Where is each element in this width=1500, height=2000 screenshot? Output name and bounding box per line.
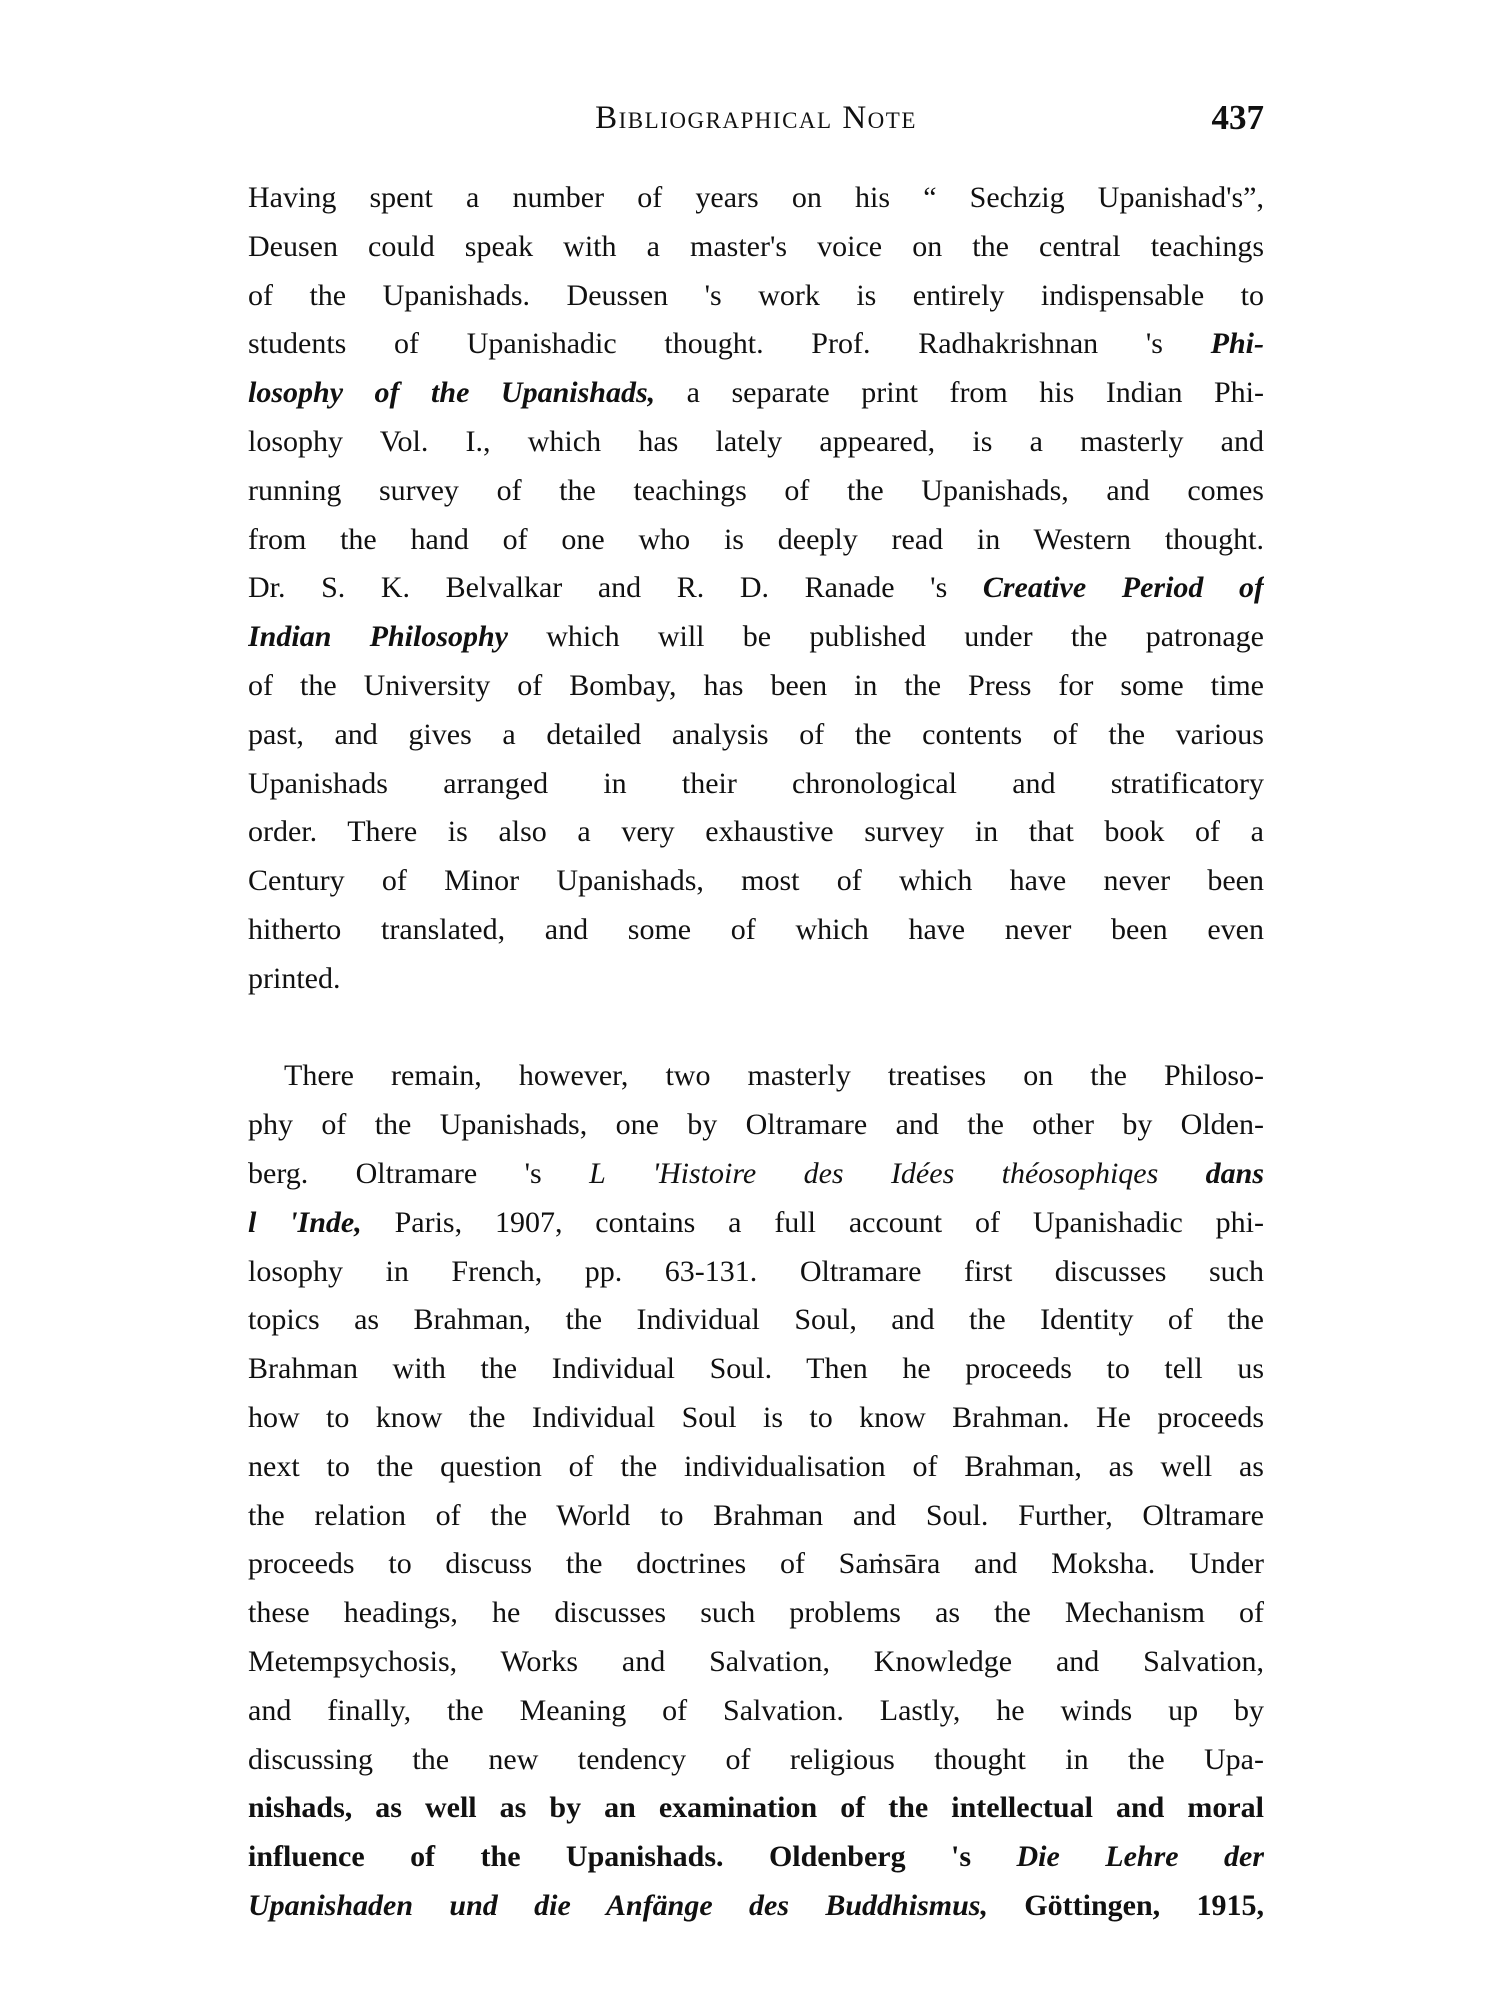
text-line: printed. bbox=[248, 961, 341, 995]
text-line: running survey of the teachings of the Upanishads, and comes bbox=[248, 473, 1264, 507]
text-line: Upanishads arranged in their chronological and stratificatory bbox=[248, 766, 1264, 800]
text-line: hitherto translated, and some of which have never been even bbox=[248, 912, 1264, 946]
text-line: Century of Minor Upanishads, most of which have never been bbox=[248, 864, 1264, 898]
text-line: order. There is also a very exhaustive survey in that book of a bbox=[248, 815, 1264, 849]
text-line: the relation of the World to Brahman and Soul. Further, Oltramare bbox=[248, 1498, 1264, 1532]
text-line: how to know the Individual Soul is to know Brahman. He proceeds bbox=[248, 1400, 1264, 1434]
paragraph-1 bbox=[248, 174, 1264, 1004]
text-line: losophy in French, pp. 63-131. Oltramare first discusses such bbox=[248, 1254, 1264, 1288]
text-line: and finally, the Meaning of Salvation. Lastly, he winds up by bbox=[248, 1693, 1264, 1727]
paragraph-2 bbox=[248, 1052, 1264, 1930]
text-line bbox=[248, 1882, 1264, 1931]
text-line: nishads, as well as by an examination of the intellectual and moral bbox=[248, 1791, 1264, 1825]
text-line: past, and gives a detailed analysis of the contents of the various bbox=[248, 717, 1264, 751]
text-run: influence of the Upanishads. Oldenberg 's bbox=[248, 1840, 972, 1874]
book-title-fragment: losophy of the Upanishads, bbox=[248, 376, 656, 410]
text-line: Brahman with the Individual Soul. Then he proceeds to tell us bbox=[248, 1352, 1264, 1386]
text-line: There remain, however, two masterly treatises on the Philoso- bbox=[284, 1059, 1264, 1093]
book-title-fragment: L 'Histoire des Idées théosophiqes bbox=[589, 1156, 1159, 1190]
text-run: berg. Oltramare 's bbox=[248, 1156, 542, 1190]
book-title-fragment: dans bbox=[1205, 1156, 1264, 1190]
text-run: students of Upanishadic thought. Prof. Radhakrishnan 's bbox=[248, 327, 1163, 361]
text-run: Paris, 1907, contains a full account of Upanishadic phi- bbox=[361, 1205, 1264, 1239]
text-line: these headings, he discusses such problems as the Mechanism of bbox=[248, 1596, 1264, 1630]
paragraph-gap bbox=[248, 1004, 1264, 1053]
text-line bbox=[248, 564, 1264, 613]
text-line bbox=[248, 320, 1264, 369]
book-title-fragment: Creative Period of bbox=[982, 571, 1264, 605]
text-line bbox=[248, 1199, 1264, 1248]
book-title-fragment: Indian Philosophy bbox=[248, 620, 508, 654]
text-line bbox=[248, 613, 1264, 662]
text-run: which will be published under the patronage bbox=[508, 620, 1264, 654]
text-run: a separate print from his Indian Phi- bbox=[655, 376, 1264, 410]
text-run: Dr. S. K. Belvalkar and R. D. Ranade 's bbox=[248, 571, 948, 605]
book-title-fragment: Phi- bbox=[1210, 327, 1264, 361]
text-run: Göttingen, 1915, bbox=[987, 1888, 1264, 1922]
text-line: next to the question of the individualisation of Brahman, as well as bbox=[248, 1449, 1264, 1483]
text-line: Metempsychosis, Works and Salvation, Knowledge and Salvation, bbox=[248, 1644, 1264, 1678]
body-text bbox=[248, 174, 1264, 1931]
text-line: Deusen could speak with a master's voice on the central teachings bbox=[248, 229, 1264, 263]
text-line: losophy Vol. I., which has lately appeared, is a masterly and bbox=[248, 424, 1264, 458]
book-title-fragment: Upanishaden und die Anfänge des Buddhismus, bbox=[248, 1888, 988, 1922]
book-title-fragment: Die Lehre der bbox=[1016, 1840, 1264, 1874]
book-title-fragment: l 'Inde, bbox=[248, 1205, 362, 1239]
text-line: of the Upanishads. Deussen 's work is entirely indispensable to bbox=[248, 278, 1264, 312]
text-line bbox=[248, 1150, 1264, 1199]
running-title: Bibliographical Note bbox=[595, 100, 917, 136]
text-line: discussing the new tendency of religious thought in the Upa- bbox=[248, 1742, 1264, 1776]
text-line: topics as Brahman, the Individual Soul, and the Identity of the bbox=[248, 1303, 1264, 1337]
text-line: proceeds to discuss the doctrines of Saṁsāra and Moksha. Under bbox=[248, 1547, 1264, 1581]
running-header bbox=[248, 96, 1264, 140]
text-line: Having spent a number of years on his “ Sechzig Upanishad's”, bbox=[248, 181, 1264, 214]
page-number: 437 bbox=[1211, 98, 1264, 137]
text-line bbox=[248, 369, 1264, 418]
text-line: of the University of Bombay, has been in the Press for some time bbox=[248, 668, 1264, 702]
text-line bbox=[248, 1833, 1264, 1882]
text-line: from the hand of one who is deeply read in Western thought. bbox=[248, 522, 1264, 556]
text-line: phy of the Upanishads, one by Oltramare and the other by Olden- bbox=[248, 1108, 1264, 1142]
